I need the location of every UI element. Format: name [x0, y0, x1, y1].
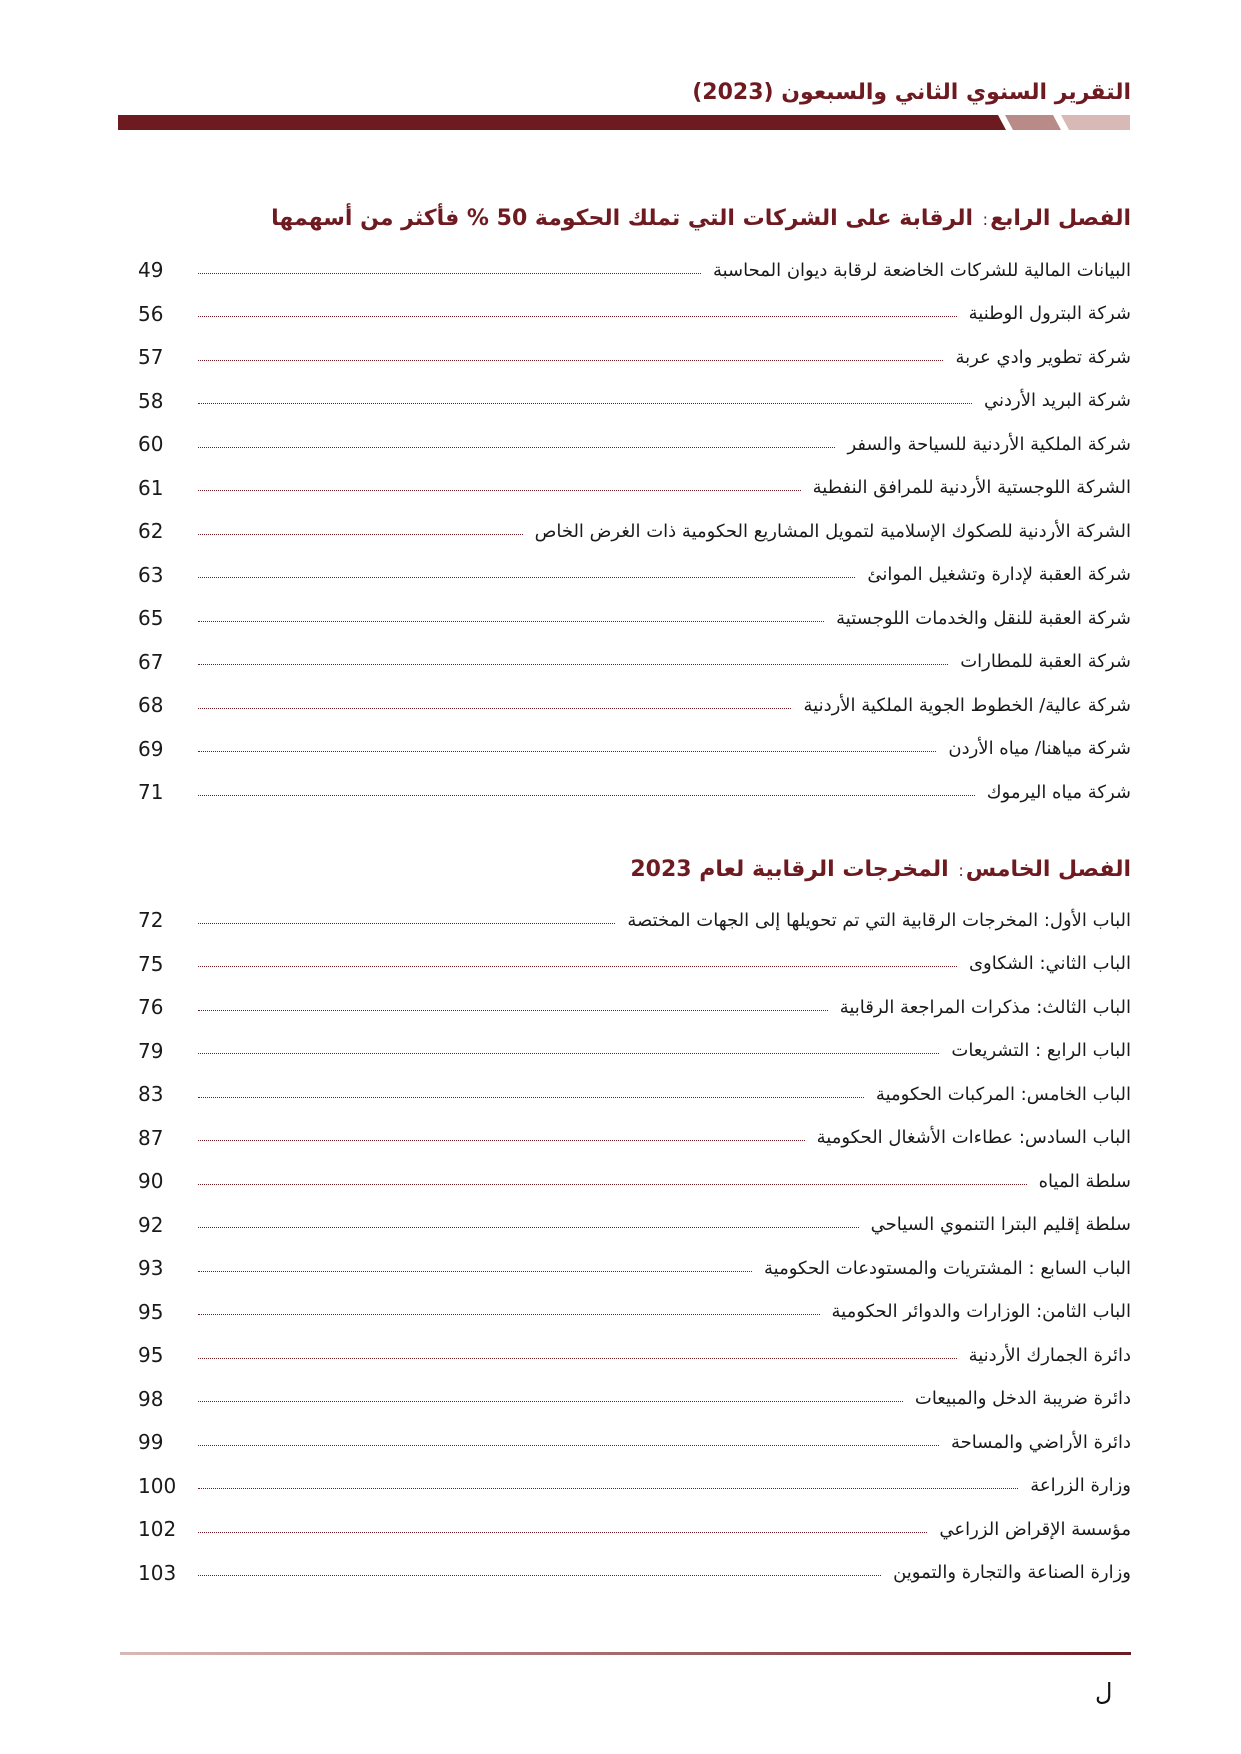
toc-dot-leader: [198, 403, 972, 404]
chapter-5-heading-main: الفصل الخامس: [965, 857, 1131, 882]
toc-entry-label: الباب الرابع : التشريعات: [951, 1040, 1131, 1061]
toc-entry-page-number: 87: [138, 1125, 164, 1150]
toc-entry-page-number: 60: [138, 432, 164, 456]
toc-entry-page-number: 75: [138, 951, 164, 976]
toc-entry-page-number: 61: [138, 475, 164, 500]
toc-entry[interactable]: [138, 473, 1131, 503]
page-number: ل: [1095, 1678, 1113, 1706]
toc-entry-page-number: 95: [138, 1299, 164, 1324]
toc-dot-leader: [198, 534, 523, 535]
toc-entry[interactable]: [138, 299, 1131, 329]
toc-entry[interactable]: [138, 1166, 1131, 1196]
toc-entry[interactable]: [138, 1340, 1131, 1370]
toc-entry[interactable]: [138, 1384, 1131, 1414]
toc-entry[interactable]: [138, 690, 1131, 720]
toc-entry-page-number: 58: [138, 388, 164, 413]
toc-entry[interactable]: [138, 1123, 1131, 1153]
toc-entry-label: شركة مياه اليرموك: [986, 781, 1131, 803]
toc-entry[interactable]: [138, 1079, 1131, 1109]
toc-entry-label: شركة البترول الوطنية: [968, 303, 1131, 324]
toc-entry-label: الباب الخامس: المركبات الحكومية: [875, 1083, 1131, 1105]
toc-entry-page-number: 68: [138, 693, 164, 717]
toc-entry[interactable]: [138, 342, 1131, 372]
chapter-4-heading-main: الفصل الرابع: [990, 206, 1131, 231]
toc-dot-leader: [198, 1445, 939, 1446]
toc-entry-label: دائرة الجمارك الأردنية: [968, 1344, 1131, 1366]
toc-entry-page-number: 98: [138, 1386, 164, 1411]
toc-entry-page-number: 57: [138, 345, 164, 369]
chapter-4-heading: [271, 206, 1131, 231]
toc-entry-page-number: 79: [138, 1038, 164, 1063]
toc-entry-label: دائرة الأراضي والمساحة: [951, 1431, 1131, 1453]
toc-entry-label: الباب السابع : المشتريات والمستودعات الحكومية: [763, 1257, 1131, 1279]
toc-entry-page-number: 83: [138, 1082, 164, 1106]
toc-entry-page-number: 69: [138, 736, 164, 761]
toc-entry-label: مؤسسة الإقراض الزراعي: [939, 1518, 1131, 1540]
header-decorative-bar: [118, 115, 1130, 130]
toc-entry-page-number: 92: [138, 1212, 164, 1237]
toc-dot-leader: [198, 751, 936, 752]
toc-entry[interactable]: [138, 516, 1131, 546]
toc-entry-page-number: 72: [138, 908, 164, 932]
toc-entry-label: سلطة إقليم البترا التنموي السياحي: [870, 1214, 1131, 1235]
toc-entry-page-number: 99: [138, 1430, 164, 1454]
toc-entry[interactable]: [138, 1297, 1131, 1327]
toc-entry-label: الباب الثاني: الشكاوى: [968, 953, 1131, 974]
toc-entry-page-number: 71: [138, 780, 164, 804]
toc-entry[interactable]: [138, 1471, 1131, 1501]
toc-entry-page-number: 62: [138, 519, 164, 543]
toc-entry[interactable]: [138, 992, 1131, 1022]
toc-entry-page-number: 56: [138, 301, 164, 326]
toc-entry-label: شركة العقبة للنقل والخدمات اللوجستية: [836, 607, 1131, 629]
toc-dot-leader: [198, 1532, 927, 1533]
toc-entry[interactable]: [138, 1558, 1131, 1588]
toc-entry[interactable]: [138, 603, 1131, 633]
toc-entry-page-number: 100: [138, 1473, 177, 1498]
toc-entry[interactable]: [138, 1427, 1131, 1457]
toc-dot-leader: [198, 923, 615, 924]
chapter-5-heading-separator: :: [958, 861, 964, 880]
toc-dot-leader: [198, 664, 948, 665]
toc-dot-leader: [198, 1010, 828, 1011]
toc-entry[interactable]: [138, 647, 1131, 677]
toc-dot-leader: [198, 1575, 881, 1576]
toc-entry-page-number: 90: [138, 1169, 164, 1193]
chapter-5-heading: [630, 857, 1131, 882]
toc-entry-label: وزارة الزراعة: [1030, 1475, 1131, 1496]
toc-entry[interactable]: [138, 1514, 1131, 1544]
chapter-4-heading-separator: :: [982, 210, 989, 229]
toc-entry-page-number: 67: [138, 649, 164, 674]
toc-entry-label: البيانات المالية للشركات الخاضعة لرقابة ديوان المحاسبة: [712, 259, 1131, 281]
toc-dot-leader: [198, 360, 943, 361]
toc-dot-leader: [198, 621, 824, 622]
toc-dot-leader: [198, 1140, 805, 1141]
toc-dot-leader: [198, 1271, 752, 1272]
header-bar-segment-1: [1005, 115, 1061, 130]
toc-entry[interactable]: [138, 386, 1131, 416]
toc-entry-label: شركة مياهنا/ مياه الأردن: [948, 738, 1131, 759]
toc-dot-leader: [198, 1314, 820, 1315]
toc-dot-leader: [198, 273, 701, 274]
toc-entry-label: شركة الملكية الأردنية للسياحة والسفر: [847, 433, 1131, 455]
toc-entry-page-number: 95: [138, 1343, 164, 1367]
toc-entry-page-number: 102: [138, 1517, 177, 1541]
toc-dot-leader: [198, 490, 801, 491]
toc-dot-leader: [198, 1097, 864, 1098]
toc-entry[interactable]: [138, 1036, 1131, 1066]
toc-entry[interactable]: [138, 429, 1131, 459]
toc-entry-page-number: 76: [138, 995, 164, 1019]
toc-entry-label: الباب الثالث: مذكرات المراجعة الرقابية: [839, 996, 1131, 1018]
toc-dot-leader: [198, 1358, 957, 1359]
footer-divider: [120, 1652, 1131, 1655]
toc-entry-label: وزارة الصناعة والتجارة والتموين: [893, 1562, 1131, 1583]
toc-entry[interactable]: [138, 949, 1131, 979]
toc-dot-leader: [198, 1488, 1018, 1489]
toc-entry-page-number: 49: [138, 258, 164, 282]
toc-entry-label: شركة تطوير وادي عربة: [955, 346, 1131, 368]
toc-entry-label: الباب الأول: المخرجات الرقابية التي تم تحويلها إلى الجهات المختصة: [627, 909, 1131, 931]
chapter-5-heading-rest: المخرجات الرقابية لعام 2023: [630, 857, 957, 882]
toc-entry-label: شركة عالية/ الخطوط الجوية الملكية الأردنية: [803, 694, 1131, 716]
header-bar-main: [118, 115, 1006, 130]
toc-entry-page-number: 63: [138, 562, 164, 587]
toc-dot-leader: [198, 1401, 903, 1402]
toc-entry-label: الباب الثامن: الوزارات والدوائر الحكومية: [831, 1301, 1131, 1322]
toc-dot-leader: [198, 708, 791, 709]
toc-entry-label: شركة البريد الأردني: [984, 390, 1131, 411]
toc-entry-label: شركة العقبة لإدارة وتشغيل الموانئ: [867, 564, 1131, 585]
toc-entry[interactable]: [138, 777, 1131, 807]
header-bar-segment-2: [1061, 115, 1130, 130]
toc-entry[interactable]: [138, 905, 1131, 935]
toc-dot-leader: [198, 1184, 1027, 1185]
toc-dot-leader: [198, 1053, 939, 1054]
toc-entry-label: الباب السادس: عطاءات الأشغال الحكومية: [816, 1127, 1131, 1148]
toc-entry[interactable]: [138, 1253, 1131, 1283]
toc-entry-label: الشركة اللوجستية الأردنية للمرافق النفطية: [812, 477, 1131, 498]
toc-dot-leader: [198, 577, 855, 578]
toc-entry-label: سلطة المياه: [1038, 1170, 1131, 1192]
toc-entry-page-number: 65: [138, 606, 164, 630]
toc-entry-label: شركة العقبة للمطارات: [960, 651, 1131, 672]
toc-entry-page-number: 93: [138, 1256, 164, 1280]
toc-dot-leader: [198, 795, 975, 796]
toc-entry[interactable]: [138, 1210, 1131, 1240]
report-header-title: التقرير السنوي الثاني والسبعون (2023): [692, 80, 1131, 105]
toc-entry[interactable]: [138, 560, 1131, 590]
toc-entry[interactable]: [138, 255, 1131, 285]
toc-entry-label: الشركة الأردنية للصكوك الإسلامية لتمويل المشاريع الحكومية ذات الغرض الخاص: [534, 520, 1131, 542]
toc-dot-leader: [198, 1227, 859, 1228]
toc-entry-label: دائرة ضريبة الدخل والمبيعات: [914, 1388, 1131, 1409]
chapter-4-heading-rest: الرقابة على الشركات التي تملك الحكومة 50 % فأكثر من أسهمها: [271, 206, 981, 231]
toc-dot-leader: [198, 316, 957, 317]
toc-entry[interactable]: [138, 734, 1131, 764]
toc-entry-page-number: 103: [138, 1560, 177, 1585]
toc-dot-leader: [198, 447, 835, 448]
toc-dot-leader: [198, 966, 957, 967]
